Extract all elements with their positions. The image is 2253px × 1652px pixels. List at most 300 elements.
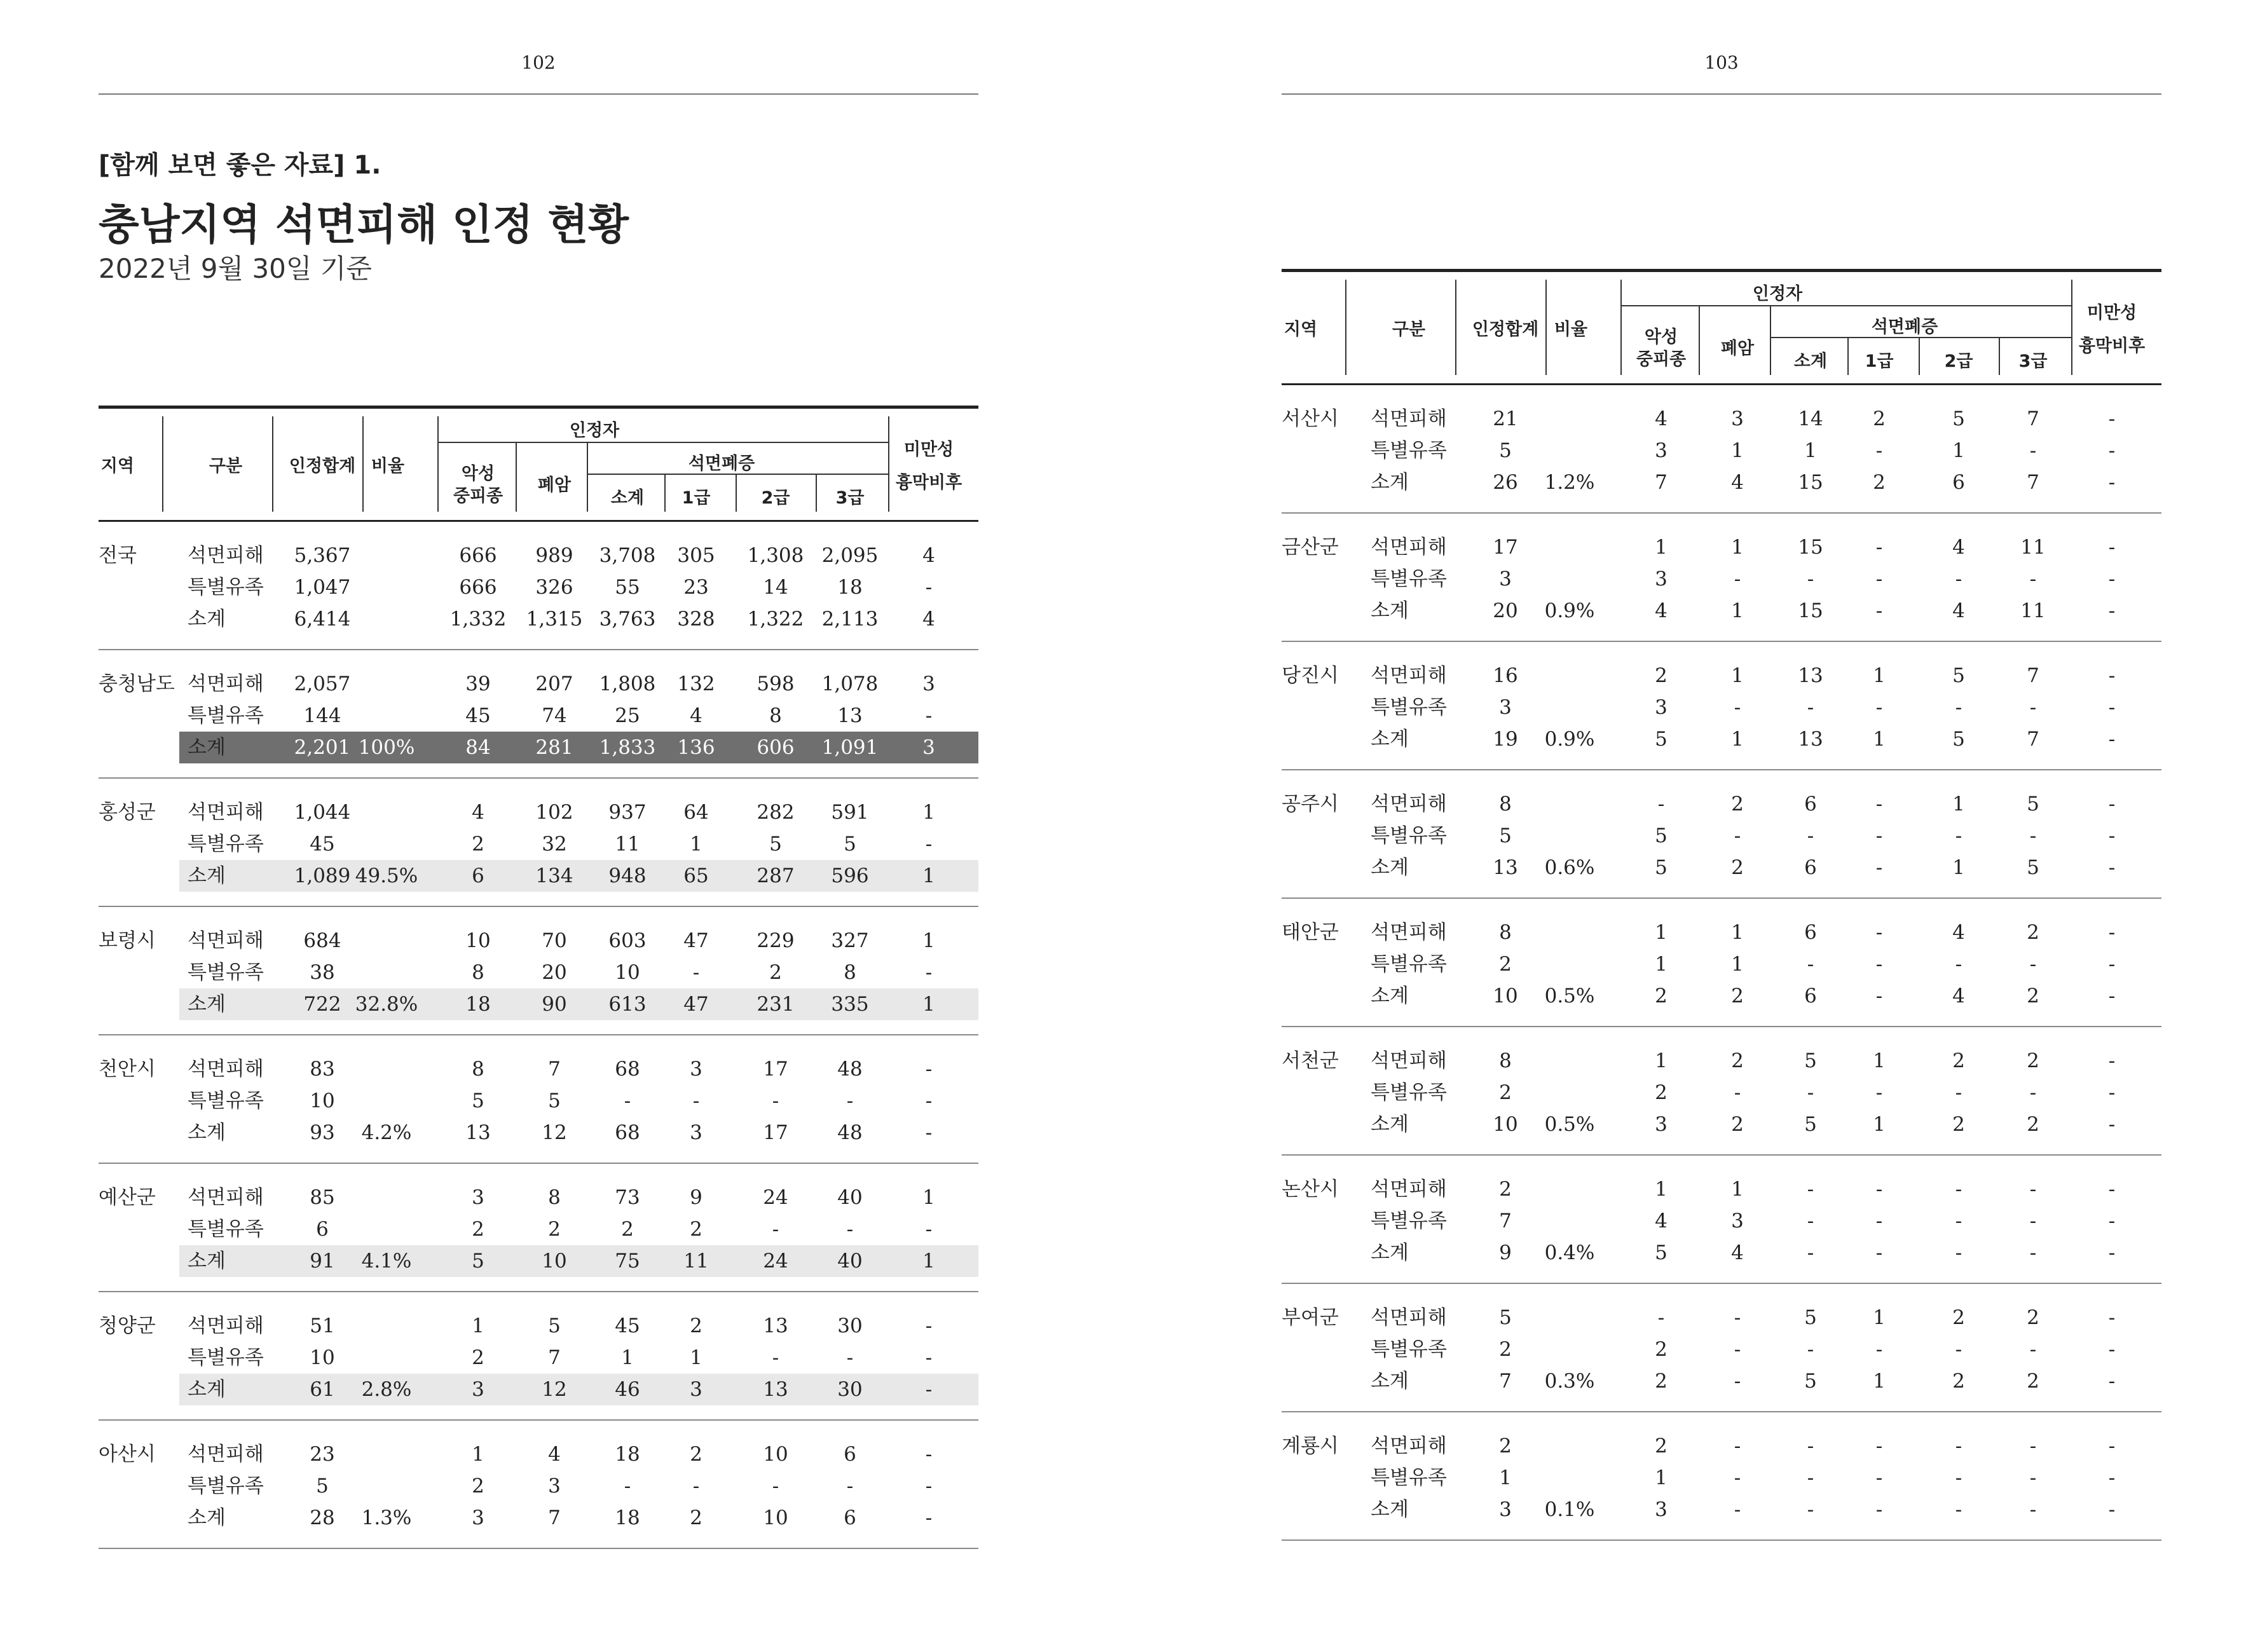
table-cell: - [1875, 793, 1883, 816]
table-cell: - [1807, 568, 1814, 590]
table-cell: 83 [310, 1058, 335, 1081]
table-row [99, 796, 978, 828]
table-cell: 3 [1499, 696, 1512, 719]
region-name: 논산시 [1282, 1178, 1339, 1201]
table-cell: - [2108, 1210, 2116, 1232]
header-divider [1699, 305, 1700, 375]
table-row [99, 1470, 978, 1502]
table-cell: 10 [542, 1250, 567, 1273]
table-cell: 48 [837, 1058, 863, 1081]
table-cell: 5 [1952, 407, 1965, 430]
table-cell: 229 [757, 929, 795, 952]
table-cell: 2 [1499, 1338, 1512, 1361]
table-row [1282, 660, 2161, 692]
row-label: 특별유족 [188, 704, 264, 727]
table-cell: 1,047 [294, 576, 351, 599]
table-row [1282, 1045, 2161, 1077]
table-cell: 1 [1731, 536, 1744, 559]
table-cell: - [1875, 1466, 1883, 1489]
row-label: 특별유족 [1371, 1466, 1447, 1489]
header-asbestosis: 석면폐증 [688, 454, 755, 474]
table-cell: 6 [1804, 793, 1817, 816]
table-cell: 327 [831, 929, 869, 952]
table-cell: - [1875, 985, 1883, 1007]
table-cell: - [925, 704, 933, 727]
table-cell [1531, 1430, 1608, 1462]
region-name: 서천군 [1282, 1049, 1339, 1072]
table-cell [348, 603, 425, 635]
header-divider [1999, 337, 2000, 375]
table-cell: 4 [1731, 471, 1744, 494]
region-group [99, 1421, 978, 1549]
table-cell: 20 [542, 961, 567, 984]
table-cell: 2 [1499, 1435, 1512, 1457]
table-cell: 3 [1499, 1498, 1512, 1521]
header-rule [1282, 93, 2161, 95]
row-label: 소계 [188, 993, 226, 1016]
table-cell: 2 [1952, 1113, 1965, 1136]
table-cell: 281 [535, 736, 573, 759]
table-cell: 4 [922, 608, 935, 631]
table-cell: - [2108, 985, 2116, 1007]
table-row [99, 603, 978, 635]
region-group [99, 907, 978, 1035]
table-cell: - [2108, 471, 2116, 494]
table-cell: 47 [683, 993, 709, 1016]
table-cell: - [925, 1346, 933, 1369]
row-label: 석면피해 [188, 1058, 264, 1081]
table-cell: 2 [472, 833, 484, 856]
row-label: 특별유족 [188, 1218, 264, 1241]
table-cell: - [1955, 568, 1962, 590]
table-cell: 2 [1873, 471, 1886, 494]
table-cell: - [1875, 599, 1883, 622]
table-cell: 26 [1493, 471, 1518, 494]
region-group [99, 1292, 978, 1421]
table-cell [1531, 1205, 1608, 1237]
table-cell [1531, 563, 1608, 595]
region-group [1282, 514, 2161, 642]
table-cell: 4 [1952, 921, 1965, 944]
table-cell: - [1657, 1306, 1665, 1329]
table-row [99, 957, 978, 988]
table-cell: 1 [1873, 1049, 1886, 1072]
table-cell: 5 [2027, 856, 2039, 879]
table-cell: - [1955, 824, 1962, 847]
header-divider [1770, 337, 2071, 338]
table-cell: - [2108, 793, 2116, 816]
table-row [99, 1053, 978, 1085]
header-divider [1345, 280, 1346, 375]
table-cell: 5 [1804, 1306, 1817, 1329]
table-cell: 2 [1952, 1049, 1965, 1072]
table-cell: - [2108, 1435, 2116, 1457]
table-cell: 4 [1952, 599, 1965, 622]
table-row [99, 1117, 978, 1149]
table-cell: 596 [831, 864, 869, 887]
table-cell: 2 [472, 1346, 484, 1369]
header-pleural_2: 흉막비후 [895, 473, 962, 493]
table-cell: - [1955, 1210, 1962, 1232]
table-cell: 90 [542, 993, 567, 1016]
table-cell: - [925, 833, 933, 856]
table-row [1282, 1494, 2161, 1526]
header-pleural_2: 흉막비후 [2078, 336, 2146, 356]
table-cell: 19 [1493, 728, 1518, 751]
table-cell: - [2108, 599, 2116, 622]
table-cell: 3 [1655, 568, 1667, 590]
row-label: 소계 [1371, 1113, 1409, 1136]
table-cell: 1 [621, 1346, 634, 1369]
table-cell: - [2029, 1241, 2037, 1264]
row-label: 소계 [1371, 1370, 1409, 1393]
table-cell: 1,332 [449, 608, 507, 631]
table-cell: 7 [2027, 407, 2039, 430]
table-cell: 1 [1731, 1178, 1744, 1201]
table-cell: 3 [690, 1378, 702, 1401]
table-cell: 24 [763, 1250, 788, 1273]
region-name: 전국 [99, 544, 137, 567]
table-cell: 5 [844, 833, 856, 856]
table-cell: - [1875, 439, 1883, 462]
row-label: 석면피해 [1371, 1306, 1447, 1329]
table-cell: 3 [472, 1506, 484, 1529]
header-divider [1919, 337, 1920, 375]
table-cell: - [1955, 1466, 1962, 1489]
table-cell: 3 [1731, 1210, 1744, 1232]
table-cell: 6 [1804, 856, 1817, 879]
table-cell: - [925, 1089, 933, 1112]
table-cell: - [846, 1475, 854, 1498]
table-cell: - [1734, 1498, 1741, 1521]
table-cell: 1 [1731, 439, 1744, 462]
table-cell: - [1657, 793, 1665, 816]
header-total: 인정합계 [289, 456, 356, 476]
table-cell: - [2029, 1466, 2037, 1489]
table-cell: 2 [1731, 1049, 1744, 1072]
table-cell [1531, 820, 1608, 852]
table-row [99, 1374, 978, 1405]
table-cell: - [2108, 856, 2116, 879]
table-cell: - [1875, 568, 1883, 590]
header-subtotal: 소계 [1793, 352, 1828, 371]
table-cell: 8 [1499, 793, 1512, 816]
header-divider [437, 442, 888, 443]
table-cell: 666 [459, 576, 497, 599]
table-cell: 8 [1499, 921, 1512, 944]
table-cell: 1,833 [599, 736, 656, 759]
table-cell: 2 [2027, 1370, 2039, 1393]
row-label: 소계 [188, 1121, 226, 1144]
table-cell: - [1955, 1081, 1962, 1104]
table-cell: - [2108, 664, 2116, 687]
table-cell: - [1955, 1498, 1962, 1521]
region-name: 태안군 [1282, 921, 1339, 944]
table-cell: 2 [621, 1218, 634, 1241]
table-cell: 2,095 [821, 544, 879, 567]
header-divider [736, 474, 737, 512]
table-cell: - [2108, 1178, 2116, 1201]
table-cell [1531, 1045, 1608, 1077]
table-cell: - [846, 1346, 854, 1369]
table-cell: - [1807, 696, 1814, 719]
table-cell: 5 [2027, 793, 2039, 816]
row-label: 소계 [188, 608, 226, 631]
table-cell: 1,089 [294, 864, 351, 887]
table-cell: 1 [1655, 1049, 1667, 1072]
table-cell: 5 [1499, 1306, 1512, 1329]
table-cell: 2,113 [821, 608, 879, 631]
table-cell: 65 [683, 864, 709, 887]
header-divider [1545, 280, 1547, 375]
right-table [1282, 269, 2161, 1541]
table-cell: 2 [2027, 1306, 2039, 1329]
table-cell: 1 [922, 1250, 935, 1273]
row-label: 석면피해 [1371, 407, 1447, 430]
table-cell: 1 [1952, 439, 1965, 462]
table-cell: 0.5% [1544, 985, 1595, 1007]
table-cell: 68 [615, 1058, 640, 1081]
page-number: 102 [521, 52, 556, 73]
table-cell: - [692, 961, 700, 984]
table-cell [1531, 1334, 1608, 1365]
table-cell: 2 [1655, 1338, 1667, 1361]
table-cell: 11 [683, 1250, 709, 1273]
table-cell: 2,201 [294, 736, 351, 759]
row-label: 특별유족 [188, 1346, 264, 1369]
table-cell: 5 [769, 833, 782, 856]
table-cell [348, 1053, 425, 1085]
table-cell: 2 [1731, 985, 1744, 1007]
table-cell: 2 [2027, 985, 2039, 1007]
table-row [1282, 1109, 2161, 1140]
table-cell: 61 [310, 1378, 335, 1401]
table-cell: 7 [548, 1346, 561, 1369]
table-row [1282, 852, 2161, 884]
table-cell: 5 [548, 1314, 561, 1337]
table-row [1282, 723, 2161, 755]
table-cell: 47 [683, 929, 709, 952]
table-cell: 0.4% [1544, 1241, 1595, 1264]
table-cell: 6 [844, 1443, 856, 1466]
table-cell: 11 [2020, 599, 2046, 622]
header-divider [587, 474, 888, 475]
table-cell: 2 [1731, 856, 1744, 879]
table-cell: - [1734, 1466, 1741, 1489]
row-label: 소계 [188, 1378, 226, 1401]
table-cell: 2 [548, 1218, 561, 1241]
table-cell: 5 [1804, 1370, 1817, 1393]
table-row [99, 1245, 978, 1277]
table-cell: 51 [310, 1314, 335, 1337]
region-name: 부여군 [1282, 1306, 1339, 1329]
row-label: 석면피해 [188, 1314, 264, 1337]
table-cell: - [1955, 1435, 1962, 1457]
table-cell: 3 [1499, 568, 1512, 590]
table-cell: 1 [1873, 728, 1886, 751]
table-cell: 3,708 [599, 544, 656, 567]
header-divider [888, 416, 889, 512]
row-label: 소계 [1371, 985, 1409, 1007]
region-group [1282, 899, 2161, 1027]
table-cell: 5 [472, 1089, 484, 1112]
region-name: 예산군 [99, 1186, 156, 1209]
table-cell: - [1875, 1338, 1883, 1361]
table-cell: 591 [831, 801, 869, 824]
header-divider [362, 416, 364, 512]
table-cell: 4 [1952, 985, 1965, 1007]
table-cell: 5,367 [294, 544, 351, 567]
region-name: 충청남도 [99, 672, 175, 695]
table-row [1282, 1173, 2161, 1205]
table-cell: 1 [1731, 953, 1744, 976]
table-cell: 937 [608, 801, 647, 824]
table-cell: 18 [837, 576, 863, 599]
region-group [1282, 1412, 2161, 1541]
header-divider [816, 474, 817, 512]
table-cell: 8 [472, 961, 484, 984]
table-cell: 4 [1655, 599, 1667, 622]
table-row [1282, 1205, 2161, 1237]
table-cell: 5 [1804, 1113, 1817, 1136]
table-row [1282, 820, 2161, 852]
table-cell: 3 [1655, 1113, 1667, 1136]
table-cell: 3 [1655, 1498, 1667, 1521]
table-cell: 666 [459, 544, 497, 567]
table-row [99, 1182, 978, 1213]
header-pleural_1: 미만성 [2086, 303, 2137, 323]
table-cell: 13 [837, 704, 863, 727]
table-cell: 12 [542, 1121, 567, 1144]
table-cell: 85 [310, 1186, 335, 1209]
table-cell: 6 [1804, 985, 1817, 1007]
table-cell: - [1807, 1210, 1814, 1232]
table-row [1282, 531, 2161, 563]
table-row [99, 732, 978, 763]
table-cell: 10 [465, 929, 491, 952]
table-cell: 5 [1952, 664, 1965, 687]
table-header [1282, 269, 2161, 385]
table-cell: - [2029, 824, 2037, 847]
table-row [1282, 1334, 2161, 1365]
table-cell: 1 [1804, 439, 1817, 462]
table-cell: 3 [922, 736, 935, 759]
row-label: 특별유족 [188, 1475, 264, 1498]
table-cell: 64 [683, 801, 709, 824]
table-cell: 8 [1499, 1049, 1512, 1072]
table-cell: 18 [465, 993, 491, 1016]
table-cell: 3 [472, 1378, 484, 1401]
table-cell: - [2108, 921, 2116, 944]
table-row [1282, 1302, 2161, 1334]
table-cell: 5 [1804, 1049, 1817, 1072]
table-cell: - [925, 1475, 933, 1498]
header-pleural_1: 미만성 [903, 440, 954, 460]
table-cell: 40 [837, 1186, 863, 1209]
row-label: 특별유족 [1371, 439, 1447, 462]
table-cell: 6 [1804, 921, 1817, 944]
row-label: 소계 [1371, 599, 1409, 622]
table-cell: 39 [465, 672, 491, 695]
table-cell [348, 1085, 425, 1117]
region-name: 천안시 [99, 1058, 156, 1081]
table-cell: 46 [615, 1378, 640, 1401]
header-mesothelioma_1: 악성 [461, 464, 495, 484]
table-cell: 7 [548, 1058, 561, 1081]
table-cell: 2 [1655, 1081, 1667, 1104]
table-cell: 335 [831, 993, 869, 1016]
table-cell: 0.1% [1544, 1498, 1595, 1521]
table-cell: 10 [615, 961, 640, 984]
table-cell: 6 [1952, 471, 1965, 494]
table-cell: - [1734, 568, 1741, 590]
table-cell: 3 [548, 1475, 561, 1498]
table-row [1282, 1077, 2161, 1109]
table-cell: 16 [1493, 664, 1518, 687]
table-cell: 5 [1655, 1241, 1667, 1264]
table-cell: 84 [465, 736, 491, 759]
table-row [99, 988, 978, 1020]
region-name: 금산군 [1282, 536, 1339, 559]
table-cell: - [1734, 1435, 1741, 1457]
table-cell: 1,322 [747, 608, 804, 631]
table-cell: 4 [1655, 1210, 1667, 1232]
table-cell: 1,808 [599, 672, 656, 695]
table-row [99, 925, 978, 957]
table-cell [1531, 948, 1608, 980]
header-divider [1847, 337, 1849, 375]
table-cell: - [624, 1089, 631, 1112]
table-cell: 144 [303, 704, 341, 727]
header-grade1: 1급 [681, 488, 711, 508]
table-row [99, 828, 978, 860]
table-cell: - [2029, 568, 2037, 590]
table-cell: 132 [677, 672, 715, 695]
table-row [99, 1085, 978, 1117]
region-group [1282, 1284, 2161, 1412]
row-label: 소계 [188, 1250, 226, 1273]
table-row [99, 571, 978, 603]
region-group [99, 650, 978, 779]
row-label: 특별유족 [1371, 824, 1447, 847]
table-cell: 1 [1655, 1466, 1667, 1489]
table-cell: 2 [690, 1443, 702, 1466]
table-cell: 23 [310, 1443, 335, 1466]
table-cell: - [2029, 1435, 2037, 1457]
header-category: 구분 [209, 456, 243, 476]
table-cell: 48 [837, 1121, 863, 1144]
table-cell: 1 [1873, 664, 1886, 687]
table-cell: - [846, 1089, 854, 1112]
table-cell: 100% [358, 736, 415, 759]
table-row [1282, 948, 2161, 980]
table-cell: 134 [535, 864, 573, 887]
table-cell: 10 [310, 1346, 335, 1369]
right-page [1282, 0, 2161, 1652]
table-row [1282, 980, 2161, 1012]
table-cell: 2 [690, 1218, 702, 1241]
table-cell: 1 [690, 833, 702, 856]
table-cell: - [2029, 1178, 2037, 1201]
table-cell: 1 [1873, 1370, 1886, 1393]
table-cell [348, 1182, 425, 1213]
table-cell [348, 668, 425, 700]
table-row [99, 860, 978, 892]
page-number: 103 [1704, 52, 1739, 73]
table-row [1282, 1462, 2161, 1494]
table-cell: 2 [2027, 1113, 2039, 1136]
table-cell: 603 [608, 929, 647, 952]
